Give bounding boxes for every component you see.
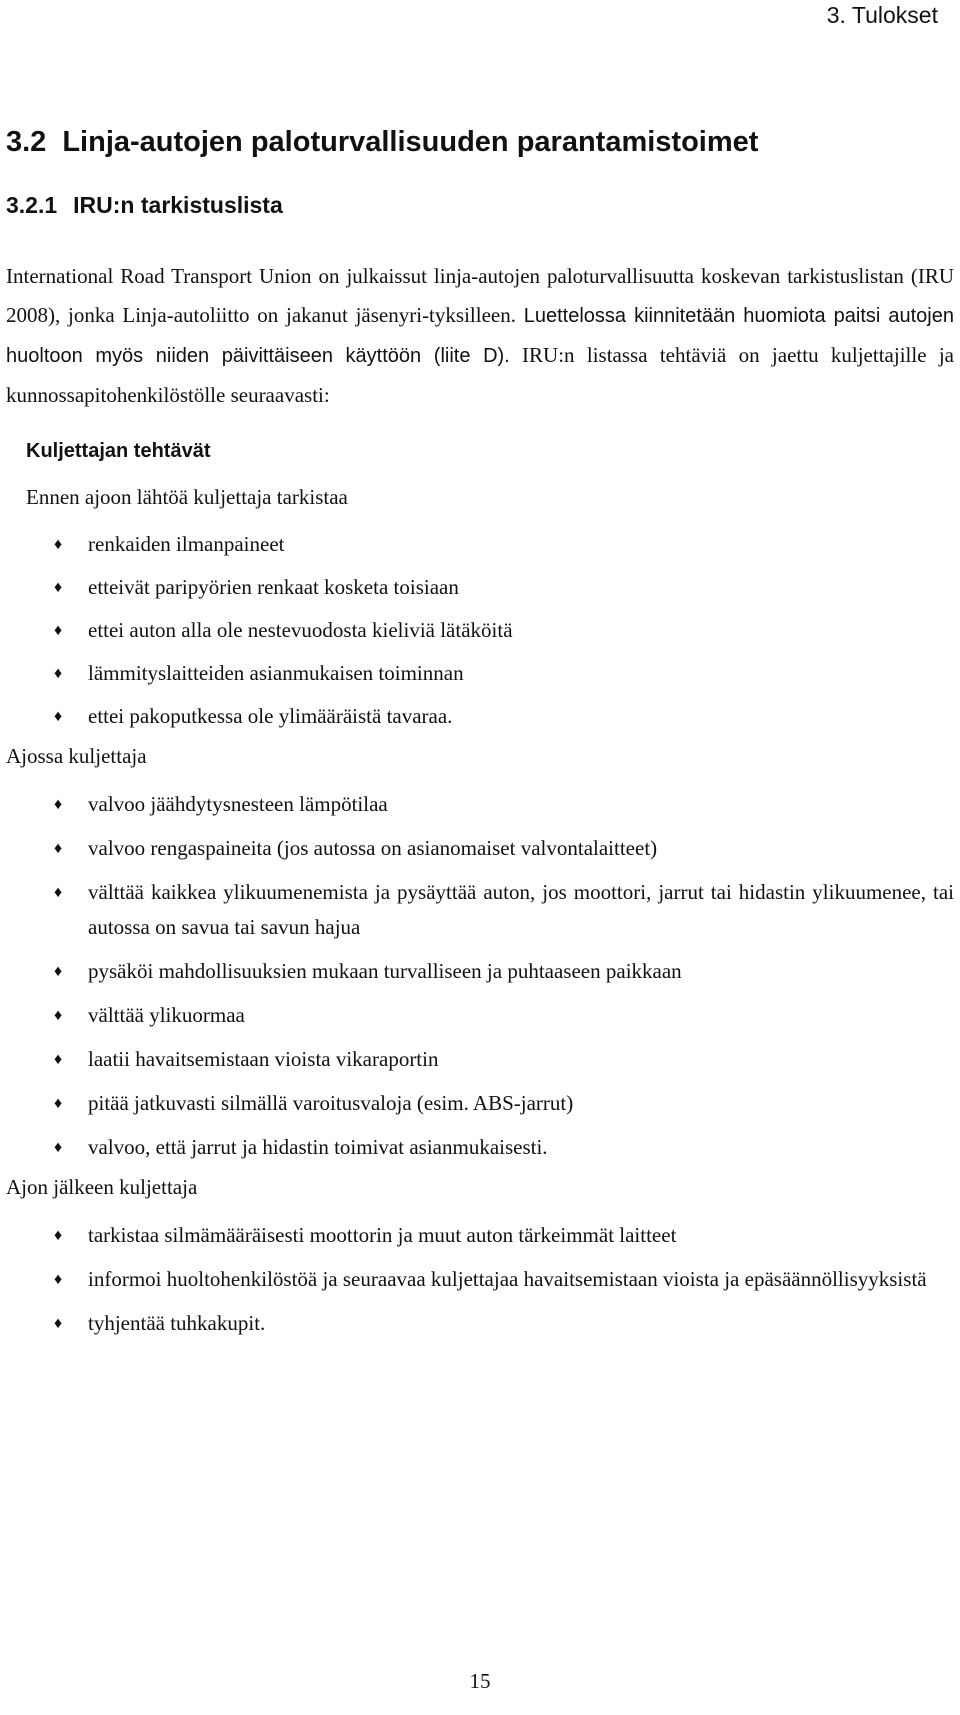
- list-item: [6, 1306, 954, 1341]
- list-item: [6, 1086, 954, 1121]
- list-item-text: laatii havaitsemistaan vioista vikaraportin: [88, 1047, 439, 1071]
- before-drive-list: [6, 527, 954, 734]
- diamond-bullet-icon: ♦: [54, 840, 63, 857]
- diamond-bullet-icon: ♦: [54, 1051, 63, 1068]
- list-item-text: tyhjentää tuhkakupit.: [88, 1311, 266, 1335]
- list-item-text: renkaiden ilmanpaineet: [88, 532, 285, 556]
- list-item: [6, 1042, 954, 1077]
- diamond-bullet-icon: ♦: [54, 536, 63, 553]
- list-item-text: lämmityslaitteiden asianmukaisen toiminnan: [88, 661, 464, 685]
- during-drive-lead: Ajossa kuljettaja: [6, 744, 147, 768]
- diamond-bullet-icon: ♦: [54, 884, 63, 901]
- diamond-bullet-icon: ♦: [54, 1227, 63, 1244]
- list-item-text: etteivät paripyörien renkaat kosketa toisiaan: [88, 575, 459, 599]
- during-drive-list: [6, 787, 954, 1165]
- list-item-text: välttää ylikuormaa: [88, 1003, 245, 1027]
- diamond-bullet-icon: ♦: [54, 1007, 63, 1024]
- list-item-text: informoi huoltohenkilöstöä ja seuraavaa kuljettajaa havaitsemistaan vioista ja epäsäännöllisyyksistä: [88, 1267, 927, 1291]
- list-item: [6, 1262, 954, 1297]
- list-item: [6, 1218, 954, 1253]
- section-number: 3.2: [6, 126, 47, 158]
- after-drive-lead: Ajon jälkeen kuljettaja: [6, 1175, 198, 1199]
- body-text: [6, 257, 954, 1341]
- diamond-bullet-icon: ♦: [54, 622, 63, 639]
- list-item-text: valvoo, että jarrut ja hidastin toimivat asianmukaisesti.: [88, 1135, 548, 1159]
- list-item: [6, 998, 954, 1033]
- list-item: [6, 527, 954, 562]
- diamond-bullet-icon: ♦: [54, 708, 63, 725]
- diamond-bullet-icon: ♦: [54, 1095, 63, 1112]
- list-item-text: valvoo rengaspaineita (jos autossa on asianomaiset valvontalaitteet): [88, 836, 658, 860]
- before-drive-lead: Ennen ajoon lähtöä kuljettaja tarkistaa: [26, 485, 348, 509]
- diamond-bullet-icon: ♦: [54, 1315, 63, 1332]
- diamond-bullet-icon: ♦: [54, 665, 63, 682]
- subsection-title-text: IRU:n tarkistuslista: [73, 192, 283, 218]
- intro-part-3: IRU:n listassa tehtäviä on jaettu kuljettajille ja kunnossapitohenkilöstölle seuraavasti:: [6, 343, 954, 407]
- list-item: [6, 954, 954, 989]
- list-item: [6, 831, 954, 866]
- diamond-bullet-icon: ♦: [54, 796, 63, 813]
- diamond-bullet-icon: ♦: [54, 963, 63, 980]
- section-title: [6, 124, 758, 160]
- list-item: [6, 570, 954, 605]
- driver-tasks-heading: Kuljettajan tehtävät: [26, 440, 211, 462]
- intro-part-1: International Road Transport Union on julkaissut linja-autojen paloturvallisuutta koskevan tarkistuslistan (IRU 2008), jonka Linja-autoliitto on jakanut jäsenyri-tyksilleen.: [6, 264, 954, 327]
- diamond-bullet-icon: ♦: [54, 1139, 63, 1156]
- list-item-text: tarkistaa silmämääräisesti moottorin ja muut auton tärkeimmät laitteet: [88, 1223, 677, 1247]
- list-item: [6, 875, 954, 945]
- intro-paragraph: [6, 257, 954, 415]
- page-number: 15: [469, 1669, 491, 1693]
- list-item-text: pitää jatkuvasti silmällä varoitusvaloja (esim. ABS-jarrut): [88, 1091, 574, 1115]
- list-item-text: valvoo jäähdytysnesteen lämpötilaa: [88, 792, 388, 816]
- list-item: [6, 613, 954, 648]
- after-drive-list: [6, 1218, 954, 1341]
- list-item: [6, 699, 954, 734]
- subsection-title: [6, 190, 283, 220]
- list-item: [6, 1130, 954, 1165]
- running-header: 3. Tulokset: [826, 2, 938, 28]
- section-title-text: Linja-autojen paloturvallisuuden parantamistoimet: [62, 126, 759, 158]
- intro-part-2: Luettelossa kiinnitetään huomiota paitsi autojen huoltoon myös niiden päivittäiseen käyttöön (liite D).: [6, 305, 954, 367]
- list-item: [6, 656, 954, 691]
- list-item-text: välttää kaikkea ylikuumenemista ja pysäyttää auton, jos moottori, jarrut tai hidastin ylikuumenee, tai autossa on savua tai savun hajua: [88, 880, 954, 939]
- list-item: [6, 787, 954, 822]
- list-item-text: ettei auton alla ole nestevuodosta kieliviä lätäköitä: [88, 618, 513, 642]
- list-item-text: ettei pakoputkessa ole ylimääräistä tavaraa.: [88, 704, 453, 728]
- diamond-bullet-icon: ♦: [54, 579, 63, 596]
- diamond-bullet-icon: ♦: [54, 1271, 63, 1288]
- subsection-number: 3.2.1: [6, 192, 58, 218]
- list-item-text: pysäköi mahdollisuuksien mukaan turvalliseen ja puhtaaseen paikkaan: [88, 959, 682, 983]
